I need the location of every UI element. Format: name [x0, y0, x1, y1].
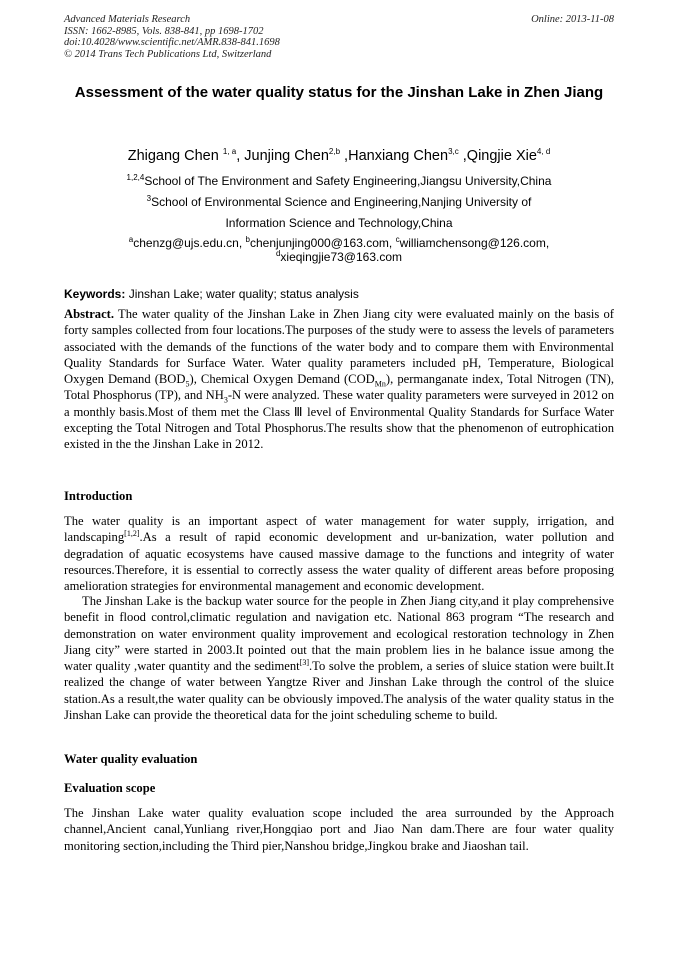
author-sup: 1, a — [222, 147, 237, 157]
citation[interactable]: [3] — [299, 658, 310, 667]
evaluation-scope-paragraph: The Jinshan Lake water quality evaluation scope included the area surrounded by the Approach channel,Ancient canal,Yunliang river,Hongqiao port and Jiao Nan dam.There are four water quality monitoring section,including the Third pier,Nanshou bridge,Jingkou brake and Jiaoshan tail. — [64, 806, 614, 853]
journal-doi: doi:10.4028/www.scientific.net/AMR.838-841.1698 — [64, 37, 280, 48]
author-emails: $^a$chenzg@ujs.edu.cn, $^b$chenjunjing000@163.com, $^c$williamchensong@126.com, $^d$xieqingjie73@163.com — [128, 235, 550, 264]
introduction-paragraph-2: The Jinshan Lake is the backup water source for the people in Zhen Jiang city,and it play comprehensive benefit in flood control,climatic regulation and navigation etc. National 863 program “The research and demonstration on water environment quality improvement and ecological restoration technology in Zhen Jiang city” were started in 2003.It pointed out that the main problem lies in he balance issue among the water quality ,water quantity and the sediment[3].To solve the problem, a series of sluice station were built.It realized the change of water between Yangtze River and Jinshan Lake through the control of the sluice station.As a result,the water quality can be obviously impoved.The analysis of the water quality status in the Jinshan Lake can provide the theoretical data for the joint scheduling scheme to build. — [64, 594, 614, 723]
journal-header — [64, 14, 280, 60]
subsection-heading-evaluation-scope: Evaluation scope — [64, 781, 156, 795]
author-name: Hanxiang Chen — [348, 148, 449, 164]
author-sup: 2,b — [328, 147, 341, 157]
author-name: Qingjie Xie — [466, 148, 537, 164]
email-b[interactable]: chenjunjing000@163.com, — [249, 236, 393, 250]
affiliations — [64, 171, 614, 234]
journal-name: Advanced Materials Research — [64, 14, 191, 25]
author-sup: 4, d — [536, 147, 551, 157]
affiliation-sup: 3 — [146, 194, 152, 203]
email-c[interactable]: williamchensong@126.com, — [399, 236, 550, 250]
journal-copyright: © 2014 Trans Tech Publications Ltd, Switzerland — [64, 48, 272, 60]
affiliation-sup: 1,2,4 — [126, 173, 145, 182]
author-list: Zhigang Chen $^{1, a}$, Junjing Chen$^{2,b}$ ,Hanxiang Chen$^{3,c}$ ,Qingjie Xie$^{4, d}$ — [127, 147, 551, 164]
journal-issn: ISSN: 1662-8985, Vols. 838-841, pp 1698-1702 — [64, 25, 264, 37]
citation[interactable]: [1,2] — [124, 529, 140, 539]
keywords-label: Keywords: — [64, 287, 126, 301]
keywords-text: Jinshan Lake; water quality; status analysis — [128, 287, 359, 301]
introduction-paragraph-1: The water quality is an important aspect of water management for water supply, irrigation, and landscaping[1,2].As a result of rapid economic development and ur-banization, water pollution and degradation of aquatic ecosystems have caused massive damage to the functions and integrity of water resources.Therefore, it is essential to correctly assess the water quality of different areas before proposing amelioration strategies for environmental management and economic development. — [64, 514, 614, 594]
author-name: Zhigang Chen — [127, 148, 219, 164]
author-sup: 3,c — [448, 147, 459, 157]
abstract: Abstract. The water quality of the Jinshan Lake in Zhen Jiang city were evaluated mainly on the basis of forty samples collected from four locations.The purposes of the study were to assess the levels of parameters associated with the demands of the functions of the water body and to compare them with Environmental Quality Standards for Surface Water. Water quality parameters included pH, Temperature, Biological Oxygen Demand $(BOD_5)$, Chemical Oxygen Demand $(COD_{Mn})$, permanganate index, Total Nitrogen (TN), Total Phosphorus (TP), and $NH_3-N$ were analyzed. These water quality parameters were surveyed in 2012 on a monthly basis.Most of them met the Class Ⅲ level of Environmental Quality Standards for Surface Water excepting the Total Nitrogen and Total Phosphorus.The results show that the phenomenon of eutrophication existed in the the Jinshan Lake in 2012. — [64, 307, 614, 452]
section-heading-water-quality-evaluation: Water quality evaluation — [64, 752, 198, 766]
affiliation-1: $^{1,2,4}$School of The Environment and Safety Engineering,Jiangsu University,China — [126, 173, 552, 188]
abstract-label: Abstract. — [64, 307, 115, 321]
paper-title: Assessment of the water quality status for the Jinshan Lake in Zhen Jiang — [74, 84, 604, 101]
author-name: Junjing Chen — [244, 148, 329, 164]
online-date: Online: 2013-11-08 — [531, 14, 614, 25]
keywords-line — [64, 287, 614, 302]
email-d[interactable]: xieqingjie73@163.com — [280, 250, 403, 264]
affiliation-2: $^3$School of Environmental Science and Engineering,Nanjing University of — [146, 194, 532, 209]
section-heading-introduction: Introduction — [64, 489, 133, 503]
email-a[interactable]: chenzg@ujs.edu.cn, — [133, 236, 243, 250]
affiliation-2-cont: Information Science and Technology,China — [225, 216, 453, 230]
